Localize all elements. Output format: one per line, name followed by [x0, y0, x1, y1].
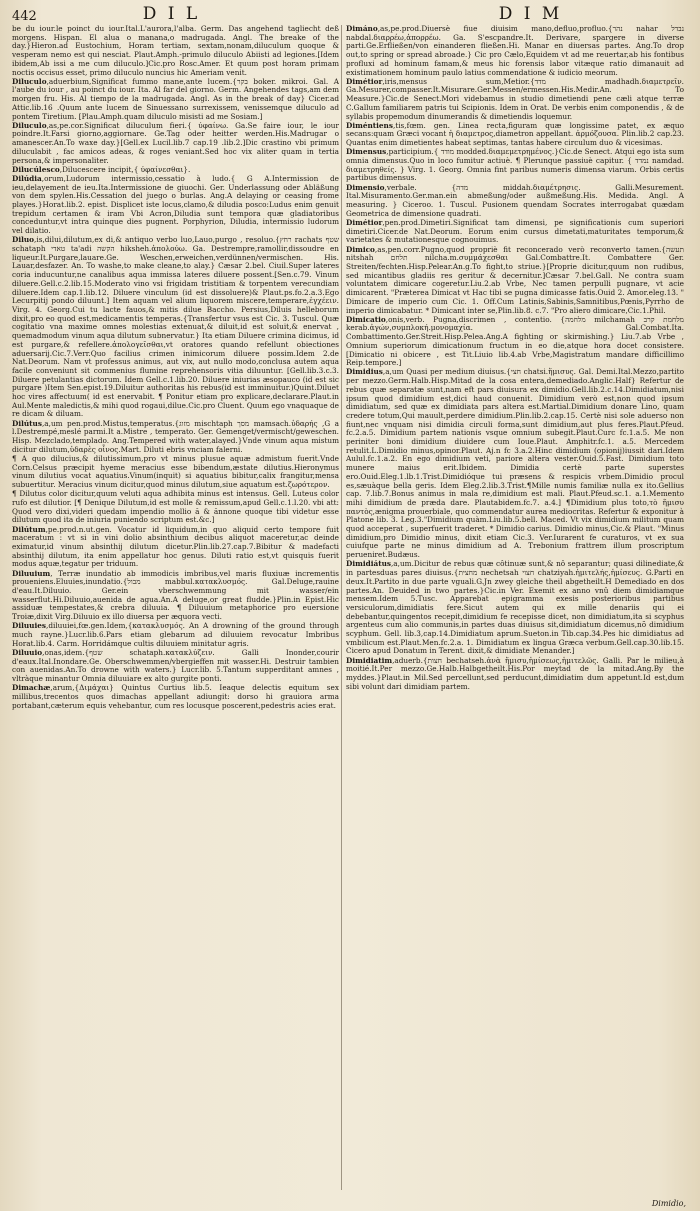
- entry-text: ,as,pe.prod.Diuersè fiue diuisim mano,defluo,profluo.{נהר nahar נבדל nabdal.διαρρέω,ἀπορρέω. Ga. S'escpandre.It. Derivare, spargere in diverse parti.Ge.Erfließen/von einanderen fließen.Hi. Manar en diuersas partes. Ang.To drop out,to spring or spread abroade.} Cic pro Cælo,Equidem vt ad me reuertar,ab his fontibus profluxi ad hominum famam,& meus hic forensis labor vitæque ratio dimanauit ad existimationem hominum paulo latius commendatione & iudicio meorum.: [346, 25, 684, 77]
- entry-text: ,onas,idem.{שטף schataph.κατακλύζειν. Galli Inonder,courir d'eaux.Ital.Inondare.Ge. Oberschwemmen/vbergieffen mit wasser.Hi. Destruir tambien con auenidas.An.To drowne with waters.} Lucr.lib. 5.Tantum supperditant amnes , vltràque minantur Omnia diluuiare ex alto gurgite ponti.: [12, 647, 339, 684]
- entry-text: ,arum,{Διμάχαι} Quintus Curtius lib.5. Ieaque delectis equitum sex millibus,trecentos quos dimachas appellant adiungit: dorso hi grauiora arma portabant,cæterum equis vehebantur, cum res locusque poscerent,pedestris acies erat.: [12, 683, 339, 710]
- entry-text: ,a,um Quasi per medium diuisus.{חצי chatsi.ἥμισυς. Gal. Demi.Ital.Mezzo,partito per mezzo.Germ.Halb.Hisp.Mitad de la cosa entera,demediado.Anglic.Half} Refertur de rebus quæ separatæ sunt,nam eft pars diuisura ex dimidio.Gell.lib.2.c.14.Dimidiatum,nisi ipsum quod dimidium est,dici haud conuenit. Dimidium verò est,non quod ipsum dimidiatum, sed quæ ex dimidiata pars altera est.Martial.Dimidium donare Lino, quam credere totum,Qui mauult,perdere dimidium.Plin.lib.2.cap.15. Certè nisi sole aduerso non fiunt,nec vnquam nisi dimidia circuli forma,sunt dimidium,aut plus feres.Plaut.Pfeud. fc.2.a.5. Dimidium partem nationis vsque omnium subegit.Plaut.Curc fc.1.a.5. Me non periniter boni dimidium diuidere cum Ioue.Plaut. Amphitr.fc.1. a.5. Mercedem retulit.L.Dimidio minus,opinor.Plaut. Aj.n fc 3.a.2.Hinc dimidium (opionij)iussit dari.Idem Aulul.fc.1.a.2. En ego dimidium veti, pariore altera vester.Ouid.5.Fast. Dimidium toto munere maius erit.Ibidem. Dimidia certè parte superstes ero.Ouid.Eleg.1.lb.1.Trist.Dimidióque tui præsens & respicis vrbem.Dimidio procul es,sæuàque bella geris. Idem Eleg.2.lib.3.Trist.¶Mille numis familiæ nulla ex ito.Gellius cap. 7.lib.7.Bonus animus in mala re,dimidium est mali. Plaut.Pfeud.sc.1. a.1.Memento mihi dimidium de præda dare. Plautabidem.fc.7. a.4.] ¶Dimidium plus toto,τὸ ἥμισυ παντὸς,ænigma prouerbiale, quo commendatur aurea mediocritas. Refertur & exponitur à Platone lib. 3. Leg.3."Dimidium quàm.Liu.lib.5.bell. Maced. Vt vix dimidium militum quam quod acceperat , superfuerit traderet. * Dimidio carius. Dimidio minus,Cic.& Plaut. "Minus dimidium,pro Dimidio minus, dixit etiam Cic.3. Ver.Iurarent fe curaturos, vt ex sua cuiufque parte ne minus dimidium ad A. Trebonium frattrem illum proscriptum perueniret.Budæus.: [346, 367, 684, 560]
- dictionary-entry: [346, 148, 684, 183]
- dictionary-entry: [346, 246, 684, 316]
- entry-headword: Dimensio: [346, 182, 385, 192]
- entry-text: ¶ Dilutus color dicitur,quum veluti aqua adhibita minus est intensus. Gell. Luteus color rufo est dilutior. [¶ Denique Dilutum,id est molle & remissum,apud Gell.c.1.l.20. vbi att: Quod vero dixi,videri quedam impendio mollio ă & ănnone quoque tibi videtur esse dilutum quod ita de iniuria puniendo scriptum est.&c.]: [12, 489, 339, 525]
- entry-headword: Diluuies: [12, 621, 47, 631]
- dictionary-entry: [346, 184, 684, 219]
- entry-headword: Dimidiatim: [346, 655, 393, 665]
- entry-headword: Dimicatio: [346, 314, 386, 324]
- entry-headword: Dimidius: [346, 367, 383, 377]
- dictionary-entry: [346, 25, 684, 77]
- page-number: 442: [12, 9, 37, 24]
- entry-headword: Diluuio: [12, 647, 43, 657]
- dictionary-entry: [12, 649, 339, 684]
- entry-headword: Diméntiens: [346, 120, 393, 130]
- entry-headword: Dimico: [346, 244, 375, 254]
- dictionary-entry: [346, 219, 684, 245]
- dictionary-entry: [12, 420, 339, 455]
- dictionary-entry: [346, 78, 684, 122]
- dictionary-entry: [12, 25, 339, 77]
- entry-text: be du iour.le poinct du iour.Ital.L'aurora,l'alba. Germ. Das angehend tagliecht deß morgens. Hispan. El alua o manana,o madrugada. Angl. The breake of the day.}Hieron.ad Eustochium, Horam tertiam, sextam,nonam,diluculum quoque & vesperam nemo est qui nesciat. Plaut.Amph.-primulo diluculo Abiisti ad legiones.[Idem ibidem,Ab issi a me cum diluculo.]Cic.pro Rosc.Amer. Et quum post horam primam noctis occisus esset, primo diluculo nuncius hic Ameriam venit.: [12, 25, 339, 77]
- entry-text: ,tis,fœm. gen. Linea recta,figuram quæ longissime patet, ex æquo secans:quam Græci vocant ἡ διαμετρος,diametron appellant. ἀρμόζουσα. Plin.lib.2 cap.23. Quantas enim dimetientes habeat septimas, tantas habere circulum duo & vicesimas.: [346, 120, 684, 148]
- entry-text: ,pen.prod.Dimetiri.Significat tam dimensi, pe significationis cum superiori dimetiri.Cicer.de Nat.Deorum. Eorum enim cursus dimetati,maturitates temporum,& varietates & mutationesque cognouimus.: [346, 217, 684, 245]
- entry-text: ,aduerbium,Significat fummo mane,ante lucem.{בקר boker. mikroi. Gal. A l'aube du iour , au poinct du iour. Ita. Al far del giorno. Germ. Angehendes tags,am dem morgen fru. His. Al tiempo de la madrugada. Angl. As in the break of day} Cicer.ad Attic.lib.16 .Quum ante lucem de Sinuessano surrexissem, venissemque diluculo ad pontem Tiretium. [Plau.Amph.quam diluculo misisti ad me Sosiam.]: [12, 76, 339, 121]
- entry-headword: Diluculo: [12, 120, 47, 130]
- dictionary-entry: [12, 236, 339, 419]
- right-running-title: D I M: [498, 4, 563, 24]
- entry-text: ,aduerb.{חצות bechatseh.ἀνὰ ἥμισυ,ἡμίσεως,ἡμιτελῶς. Galli. Par le milieu,à moitié.It.Per mezzo.Ge.Halb.Halbgetheilt.His.Por meytad de la mitad.Ang.By the myddes.}Plaut.in Mil.Sed percellunt,sed perducunt,dimidiatim dum appetunt.Id est,dum sibi volunt dari dimidiam partem.: [346, 655, 684, 691]
- right-column: [346, 25, 684, 1195]
- entry-text: ,pe.prod.n.ut.gen. Vocatur id liquidum,in quo aliquid certo tempore fuit maceratum : vt si in vini dolio absinthium decibus aliquot maceretur,ac deinde eximatur,id vinum absinthij dilutum dicetur.Plin.lib.27.cap.7.Bibitur & madefacti absinthij dilutum, ita enim appellatur hoc genus. Diluti ratio est,vt quisquis fuerit modus aquæ,tegatur per triduum.: [12, 524, 339, 569]
- dictionary-entry: [12, 622, 339, 648]
- entry-text: ,participium.{ מודד modded.διαμεμετρημένος.}Cic.de Senect. Atqui ego ista sum omnia dimensus.Quo in loco fumitur actiuè. ¶ Plerunque passiuè capitur. { נמדד namdad. διαμετρηθείς. } Virg. 1. Georg. Omnia fint paribus numeris dimensa viarum. Orbis certis partibus dimensus.: [346, 147, 684, 183]
- entry-text: ,as,pen.corr.Pugno,quod propriè fit reconcerado verò reconverto tamen.{תעשה nitshah תלחם nilcha.m.συμμάχεσθαι Gal.Combattre.It. Combattere Ger. Streiten/fechten.Hisp.Pelear.An.g.To fight,to striue.}[Proprie dicitur,quum non rudibus, sed micantibus gladiis res geritur & decernitur.]Cæsar 7.bel.Gall. Ne contra suam voluntatem dimicare cogeretur.Liu.2.ab Vrbe, Nec tamen perpulli pugnare, vt acie dimicarent. "Præterea Dimicat vt Hac tibi se pugna dimicasse fatis.Ouid 2. Amor.eleg.13. " Dimicare de imperio cum Cic. 1. Off.Cum Latinis,Sabinis,Samnitibus,Pœnis,Pyrrho de imperio dimicabatur. * Dimicant inter se,Plin.lib.8. c.7. "Pro aliero dimicare,Cic.1.Phil.: [346, 244, 684, 315]
- entry-headword: Dimensus: [346, 147, 387, 157]
- dictionary-entry: [12, 455, 339, 490]
- entry-headword: Dimachæ: [12, 683, 51, 693]
- entry-text: ,is,dilui,dilutum,ex di,& antiquo verbo luo,Lauo,purgo , resoluo.{רחץ rachats שטף schataph טאדי ta'adi הקשה hiksheh.ἀπολούω. Ga. Destrempre,ramollir,dissoudre en liqueur.It.Purgare,lauare.Ge. Weschen,erweichen,verdünnen/vermischen. His. Lauar,desfazer. An. To washe,to make cleane,to alay.} Cæsar 2.bel. Ciuil.Super lateres coria inducuntur,ne canalibus aqua immissa lateres diluere possent.[Sen.c.79. Vinum diluere.Gell.c.2.lib.15.Moderato vino vsi frigidam tristitiam & torpentem verecundiam diluere.Idem cap.1.lib.12. Diluere vinculum (id est dissoluere)& Plaut.ps.fo.2.a.3.Ego Lecurpitij pondo diluunt.] Item aquam vel alium liquorem miscere,temperare,ἐγχέειν. Virg. 4. Georg.Cui tu lacte fauos,& mitis dilue Baccho. Persius,Diluis helleborum dixit,pro eo quod est,medicamentis temperas.{Transfertur vsus est Cic. 3. Tuscul. Quæ cogitatio vna maxime omnes molestias extenuat,& diluit,id est soluit,& enervat , quemadmodum vinum aqua dilutum subnervatur.} Ita etiam Diluere crimina dicimus, id est purgare,& refellere.ἀπολογεῖσθαι,vt oratores quando refellunt obiectiones aduersarij.Cic.7.Verr.Quo facilius crimen inimicorum diluere possim.Idem 2.de Nat.Deorum. Nam vt professus animus, aut vix, aut nullo modo,conclusa autem aqua facile conveniunt sit commenius flumine reprehensoris vitia diluuntur. [Gell.lib.3.c.3. Diluere petulantias dictorum. Idem Gell.c.1.lib.20. Diluere iniurias æsopauco (id est sic purgare )Item Sen.epist.19.Diluitur authoritas his rebus(id est imminuitur.)Quint.Diluet hoc vires affectuum( id est enervabit. ¶ Ponitur etiam pro explicare,declarare.Plaut.in Aul.Mente maledictis,& mihi quod rogaui,dilue.Cic.pro Cluent. Quum ego vnaquaque de re dicam & diluam.: [12, 235, 339, 419]
- entry-text: ,as,pe.cor.Significat diluculum fieri.{ ύφαίνω. Ga.Se faire iour, le iour poindre.It.Farsi giorno,aggiornare. Ge.Tag oder heitter werden.His.Madrugar o amanescer.An.To waxe day.}[Gell.ex Lucil.lib.7 cap.19 .lib.2.]Dic crastino vbi primum diluculabit , fac amicos adeas, & roges veniant.Sed hoc vix aliter quam in tertia persona,& impersonaliter.: [12, 120, 339, 165]
- dictionary-entry: [346, 368, 684, 559]
- entry-headword: Dilútum: [12, 524, 46, 534]
- left-column: [12, 25, 339, 1195]
- dictionary-entry: [12, 122, 339, 166]
- left-running-title: D I L: [142, 4, 201, 24]
- dictionary-entry: [12, 570, 339, 622]
- dictionary-entry: [12, 526, 339, 570]
- dictionary-entry: [12, 490, 339, 525]
- dictionary-entry: [346, 657, 684, 692]
- entry-text: ,a,um pen.prod.Mistus,temperatus.{מזוג mischtaph מסך mamsach.ὑδαρής ,G a l.Destrempé,meslé parmi.It a.Mistre , temperato. Ger. Gemenget/vermischt/geweschen. Hisp. Mezclado,templado. Ang.Tempered with water,alayed.}Vnde vinum aqua mistum dicitur dilutum,ὑδαρὲς οἶνος.Mart. Diluti ebris vnciam falerni.: [12, 418, 339, 454]
- entry-text: ,iris,mensus sum,Metior.{מדד madhadh.διαμετρεῖν. Ga.Mesurer,compasser.It.Misurare.Ger.Messen/ermessen.His.Medir.An. To Measure.}Cic.de Senect.Mori videbamus in studio dimetiendi pene cæli atque terræ C.Gallum familiarem patris tui Scipionis. Idem in Orat. De verbis enim componendis , & de syllabis propemodum dinumerandis & dimetiendis loquemur.: [346, 76, 684, 121]
- dictionary-entry: [12, 78, 339, 122]
- entry-headword: Diluo: [12, 235, 35, 245]
- entry-headword: Dilútus: [12, 418, 42, 428]
- entry-headword: Dilucúlesco: [12, 164, 60, 174]
- entry-headword: Diluculo: [12, 76, 47, 86]
- entry-headword: Dimáno: [346, 25, 378, 33]
- dictionary-entry: [346, 560, 684, 656]
- entry-text: ,a,um.Dicitur de rebus quæ côtinuæ sunt,& nô separantur; quasi dilinediate,& in partesduas pares diuisus.{מחצית nechetsah חצוי chatziyah.ἡμιτελής,ἡμίσευς. G.Parti en deux.It.Partito in due parte vguali.G.Jn zwey gleiche theil abgetheilt.H Demediado en dos partes.An. Deuided in two partes.}Cic.in Ver. Exemit ex anno vnû diem dimidiamque mensem.Idem 5.Tusc. Apparebat epigramma exesis posterioribus partibus versiculorum,dimidiatis fere.Sicut autem qui ex mille denariis qui ei debebantur,quingentos recepit,dimidium fe recepisse dicet, non dimidiatum,ita si scyphus argenteus cum alio communis,in partes duas diuisus sit,dimidiatum dicemus,nõ dimidium scyphum. Gell. lib.3,cap.14.Dimidiatum aprum.Sueton.in Tib.cap.34.Pes hic dimidiatus ad vmbilicum est.Plaut.Men.fc.2.a. 1. Dimidiatum ex lingua Græca verbum.Gell.cap.30.lib.15. Cicero apud Donatum in Terent. dixit,& dimidiate Menander.]: [346, 559, 684, 656]
- dictionary-entry: [12, 175, 339, 236]
- catchword: Dimidio,: [651, 1199, 686, 1208]
- running-header: [12, 4, 690, 24]
- column-divider: [341, 25, 342, 1190]
- entry-text: ,Dilucescere incipit,{ ύφαίνεσθαι}.: [59, 164, 191, 174]
- dictionary-entry: [346, 122, 684, 148]
- entry-headword: Dilúdia: [12, 173, 42, 183]
- entry-headword: Diluuium: [12, 568, 51, 578]
- entry-text: ,verbale. {מדה middah.διαμέτρησις. Galli.Mesurement. Ital.Misuramento.Ger.man.ein abmeßung/oder außmeßung.His. Medida. Angl. A measuring. } Ciceroo. 1. Tuscul. Pusionem quendam Socrates interrogabat quædam Geometrica de dimensione quadrati.: [346, 182, 684, 218]
- entry-text: ¶ A quo dilucius,& dilutissimum,pro vt minus plusue aquæ admistum fuerit.Vnde Corn.Celsus præcipit hyeme meracius esse bibendum,æstate dilutius.Hieronymus vinum dilutius vocat aquatius.Vinum(inquit) si aquatius bibitur,calix frangitur,mensa subuertitur. Meracius vinum dicitur,quod minus dilutum,siue aquatum est.ζωρότερον.: [12, 453, 339, 490]
- entry-headword: Dimidiátus: [346, 559, 391, 569]
- entry-text: ,orum,Ludorum intermissio,cessatio à ludo.{ G A.Intermission de ieu,delayement de ieu.Ita.Intermissione de giuochi. Ger. Underlassung oder Abläßung von dem spylen.His.Cessation del juego o burlas. Ang.A delaying or ceasing frome playes.}Horat.lib.2. epist. Displicet iste locus,clamo,& diludia posco:Ludus enim genuit trepidum certamen & iram Vbi Acron,Diludia sunt tempora quæ gladiatoribus conceduntur,vt intra quinque dies pugnent. Porphyrion, Diludia, intermissio ludorum vel dilatio.: [12, 173, 339, 236]
- entry-headword: Dimétior: [346, 76, 383, 86]
- entry-text: ,diluuiei,fœ.gen.Idem,{κατακλυσμός. An A drowning of the ground through much rayne.}Lucr.lib.6.Pars etiam glebarum ad diluuiem revocatur Imbribus Horat.lib.4. Carm. Horridámque cultis diluuiem minitatur agris.: [12, 621, 339, 648]
- dictionary-entry: [346, 316, 684, 368]
- entry-text: , Terræ inundatio ab immodicis imbribus,vel maris fluxiuæ incrementis proueniens.Eluuies,inundatio.{מבול mabbul.κατακλυσμός. Gal.Deluge,rauine d'eau.It.Diluuio. Ger.ein vberschwemmung mit wasser/ein wasserflut.Hi.Diluuio,auenida de agua.An.A deluge,or great fludde.}Plin.in Epist.Hic assiduæ tempestates,& crebra diluuia. ¶ Diluuium metaphorice pro euersione Troiæ,dixit Virg.Diluuio ex illo diuersa per æquora vecti.: [12, 568, 339, 622]
- entry-text: ,onis,verb. Pugna,discrimen , contentio. {מלחמה milchamah מלחמת קרב kerab.ἀγών,συμπλοκή.μονομαχία. Gal.Combat.Ita. Combattimento.Ger.Streit.Hisp.Pelea.Ang.A fighting or skirmishing.} Liu.7.ab Vrbe , Omnium superiorum dimicationum fructum in eo die,atque hora docet consistere. [Dimicatio ni obicere , est Tit.Liuio lib.4.ab Vrbe,Magistratum mandare difficillimo Reip.tempore.]: [346, 314, 684, 368]
- dictionary-entry: [12, 684, 339, 710]
- entry-headword: Dimétior: [346, 217, 383, 227]
